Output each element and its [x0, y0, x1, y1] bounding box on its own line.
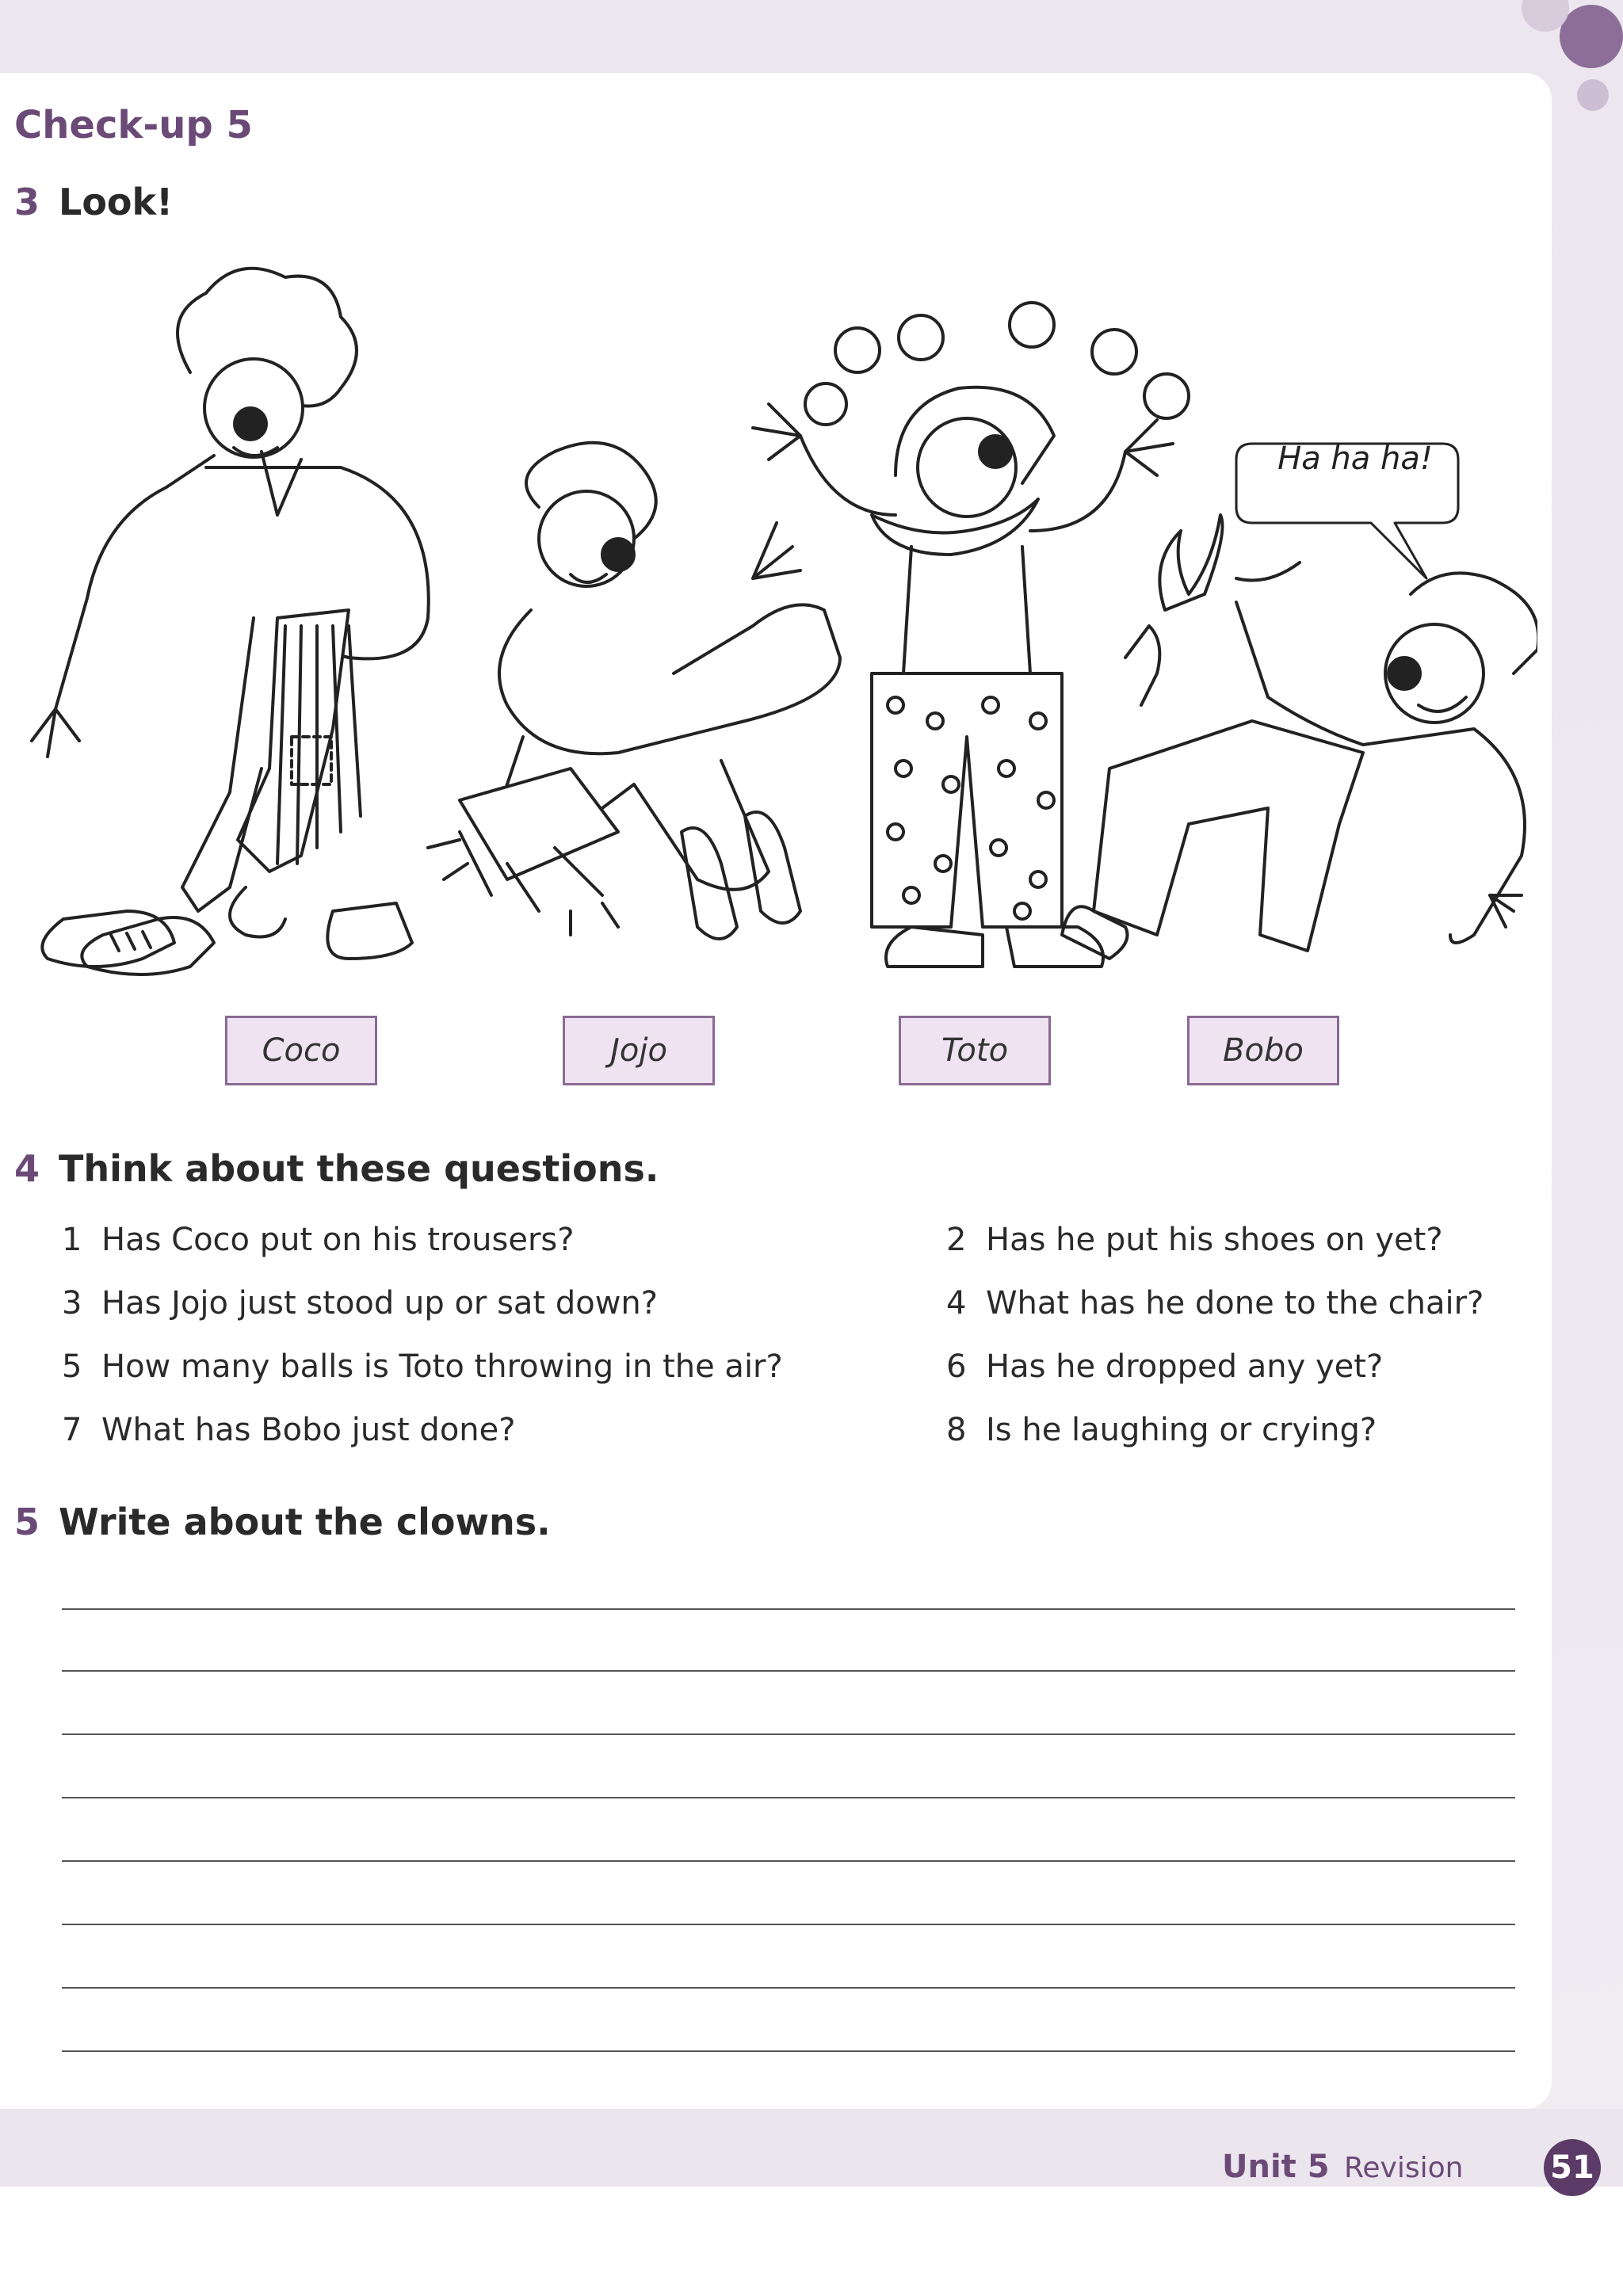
question-text: Has Jojo just stood up or sat down?	[101, 1285, 658, 1322]
decorative-circle	[1560, 5, 1623, 68]
writing-line[interactable]	[62, 1670, 1515, 1672]
writing-line[interactable]	[62, 1987, 1515, 1989]
decorative-circle	[1577, 79, 1609, 111]
question-item	[946, 1412, 1377, 1448]
question-item	[62, 1412, 515, 1448]
clown-jojo-figure	[428, 443, 840, 939]
section-title: Look!	[59, 181, 174, 223]
section-title: Write about the clowns.	[59, 1501, 551, 1543]
question-item	[62, 1285, 658, 1322]
section-4-heading	[14, 1147, 659, 1190]
question-item	[946, 1222, 1443, 1258]
clown-coco-figure	[32, 269, 429, 974]
question-number: 4	[946, 1285, 967, 1322]
section-number: 3	[14, 181, 40, 223]
clown-bobo-figure	[1062, 515, 1537, 959]
name-label-toto: Toto	[899, 1016, 1051, 1085]
section-number: 5	[14, 1501, 40, 1543]
writing-line[interactable]	[62, 1860, 1515, 1862]
writing-line[interactable]	[62, 1733, 1515, 1735]
section-number: 4	[14, 1147, 40, 1190]
question-number: 2	[946, 1222, 967, 1258]
question-text: Has Coco put on his trousers?	[101, 1222, 575, 1258]
question-text: Is he laughing or crying?	[986, 1412, 1377, 1448]
footer-label: Revision	[1344, 2152, 1464, 2184]
writing-line[interactable]	[62, 1924, 1515, 1925]
question-number: 7	[62, 1412, 82, 1448]
clowns-illustration	[16, 261, 1537, 1006]
writing-line[interactable]	[62, 1797, 1515, 1798]
question-number: 6	[946, 1348, 967, 1385]
page-title: Check-up 5	[14, 103, 253, 147]
name-label-coco: Coco	[225, 1016, 377, 1085]
question-item	[946, 1348, 1383, 1385]
writing-line[interactable]	[62, 2050, 1515, 2052]
question-text: What has he done to the chair?	[986, 1285, 1484, 1322]
question-text: How many balls is Toto throwing in the air?	[101, 1348, 783, 1385]
question-number: 5	[62, 1348, 82, 1385]
writing-line[interactable]	[62, 1608, 1515, 1610]
speech-bubble-text: Ha ha ha!	[1277, 441, 1433, 477]
section-3-heading	[14, 181, 173, 223]
question-text: What has Bobo just done?	[101, 1412, 516, 1448]
question-text: Has he put his shoes on yet?	[986, 1222, 1443, 1258]
question-item	[946, 1285, 1484, 1322]
page-margin	[0, 2187, 1623, 2296]
question-number: 8	[946, 1412, 967, 1448]
section-title: Think about these questions.	[59, 1147, 659, 1190]
question-number: 3	[62, 1285, 82, 1322]
footer-unit: Unit 5	[1222, 2149, 1330, 2185]
section-5-heading	[14, 1501, 551, 1543]
name-label-bobo: Bobo	[1187, 1016, 1339, 1085]
name-label-jojo: Jojo	[563, 1016, 715, 1085]
page-number: 51	[1544, 2139, 1601, 2196]
question-text: Has he dropped any yet?	[986, 1348, 1384, 1385]
question-item	[62, 1348, 783, 1385]
question-number: 1	[62, 1222, 82, 1258]
question-item	[62, 1222, 574, 1258]
